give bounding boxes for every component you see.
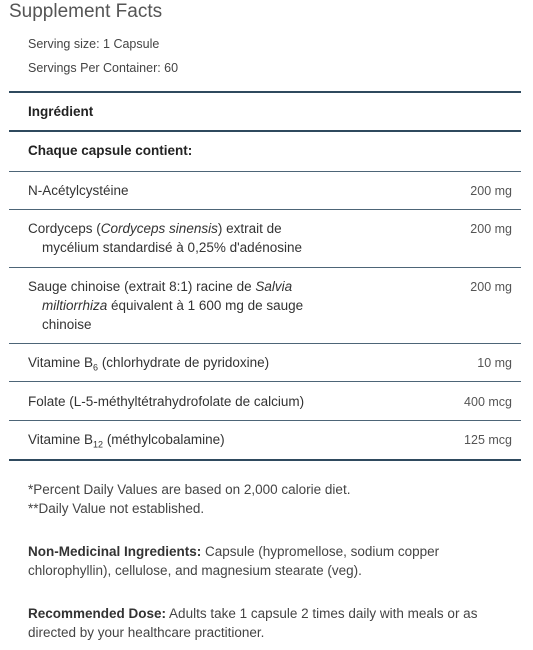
ingredient-amount: 125 mcg [464, 433, 512, 447]
divider [9, 209, 521, 210]
ingredient-name-part: Sauge chinoise (extrait 8:1) racine de [28, 279, 256, 294]
table-row-name [28, 219, 408, 257]
ingredient-name-part: mycélium standardisé à 0,25% d'adénosine [42, 240, 302, 255]
footnote [28, 480, 498, 518]
footnote-line: **Daily Value not established. [28, 501, 205, 516]
divider [9, 420, 521, 421]
divider [9, 343, 521, 344]
table-row-name [28, 353, 408, 378]
section-text: Capsule (hypromellose, sodium copper chlorophyllin), cellulose, and magnesium stearate (veg). [28, 544, 440, 578]
ingredient-amount: 200 mg [470, 184, 512, 198]
ingredient-amount: 200 mg [470, 222, 512, 236]
ingredient-name-part: (méthylcobalamine) [103, 432, 225, 447]
page-title: Supplement Facts [9, 1, 163, 22]
table-row-name [28, 277, 408, 334]
section-label: Recommended Dose: [28, 606, 167, 621]
recommended-dose [28, 604, 498, 642]
ingredient-header: Ingrédient [28, 104, 94, 119]
ingredient-name: Folate (L-5-méthyltétrahydrofolate de calcium) [28, 394, 305, 409]
table-row-name [28, 392, 408, 411]
divider [9, 459, 521, 461]
ingredient-name-part: équivalent à 1 600 mg de sauge [107, 298, 304, 313]
ingredient-name-part: (chlorhydrate de pyridoxine) [98, 355, 270, 370]
serving-size: Serving size: 1 Capsule [28, 37, 160, 51]
divider [9, 267, 521, 268]
section-text: Adults take 1 capsule 2 times daily with meals or as directed by your healthcare practitioner. [28, 606, 478, 640]
ingredient-name-part: Cordyceps ( [28, 221, 101, 236]
divider [9, 381, 521, 382]
ingredient-name: N-Acétylcystéine [28, 183, 129, 198]
ingredient-latin-name: miltiorrhiza [42, 298, 108, 313]
subscript: 6 [93, 362, 99, 373]
divider [9, 171, 521, 172]
non-medicinal-ingredients [28, 542, 498, 580]
servings-per-container: Servings Per Container: 60 [28, 61, 179, 75]
section-label: Non-Medicinal Ingredients: [28, 544, 202, 559]
ingredient-name-part: ) extrait de [217, 221, 282, 236]
divider [9, 130, 521, 132]
subscript: 12 [93, 439, 104, 450]
ingredient-name-part: Vitamine B [28, 432, 94, 447]
divider [9, 91, 521, 93]
ingredient-name-part: chinoise [42, 317, 92, 332]
each-capsule-header: Chaque capsule contient: [28, 143, 193, 158]
ingredient-name-part: Vitamine B [28, 355, 94, 370]
ingredient-name-part [28, 296, 408, 315]
ingredient-latin-name: Salvia [255, 279, 293, 294]
ingredient-amount: 10 mg [477, 356, 512, 370]
ingredient-latin-name: Cordyceps sinensis [100, 221, 218, 236]
table-row-name [28, 430, 408, 455]
ingredient-amount: 200 mg [470, 280, 512, 294]
footnote-line: *Percent Daily Values are based on 2,000 calorie diet. [28, 482, 351, 497]
table-row-name [28, 181, 408, 200]
ingredient-amount: 400 mcg [464, 395, 512, 409]
